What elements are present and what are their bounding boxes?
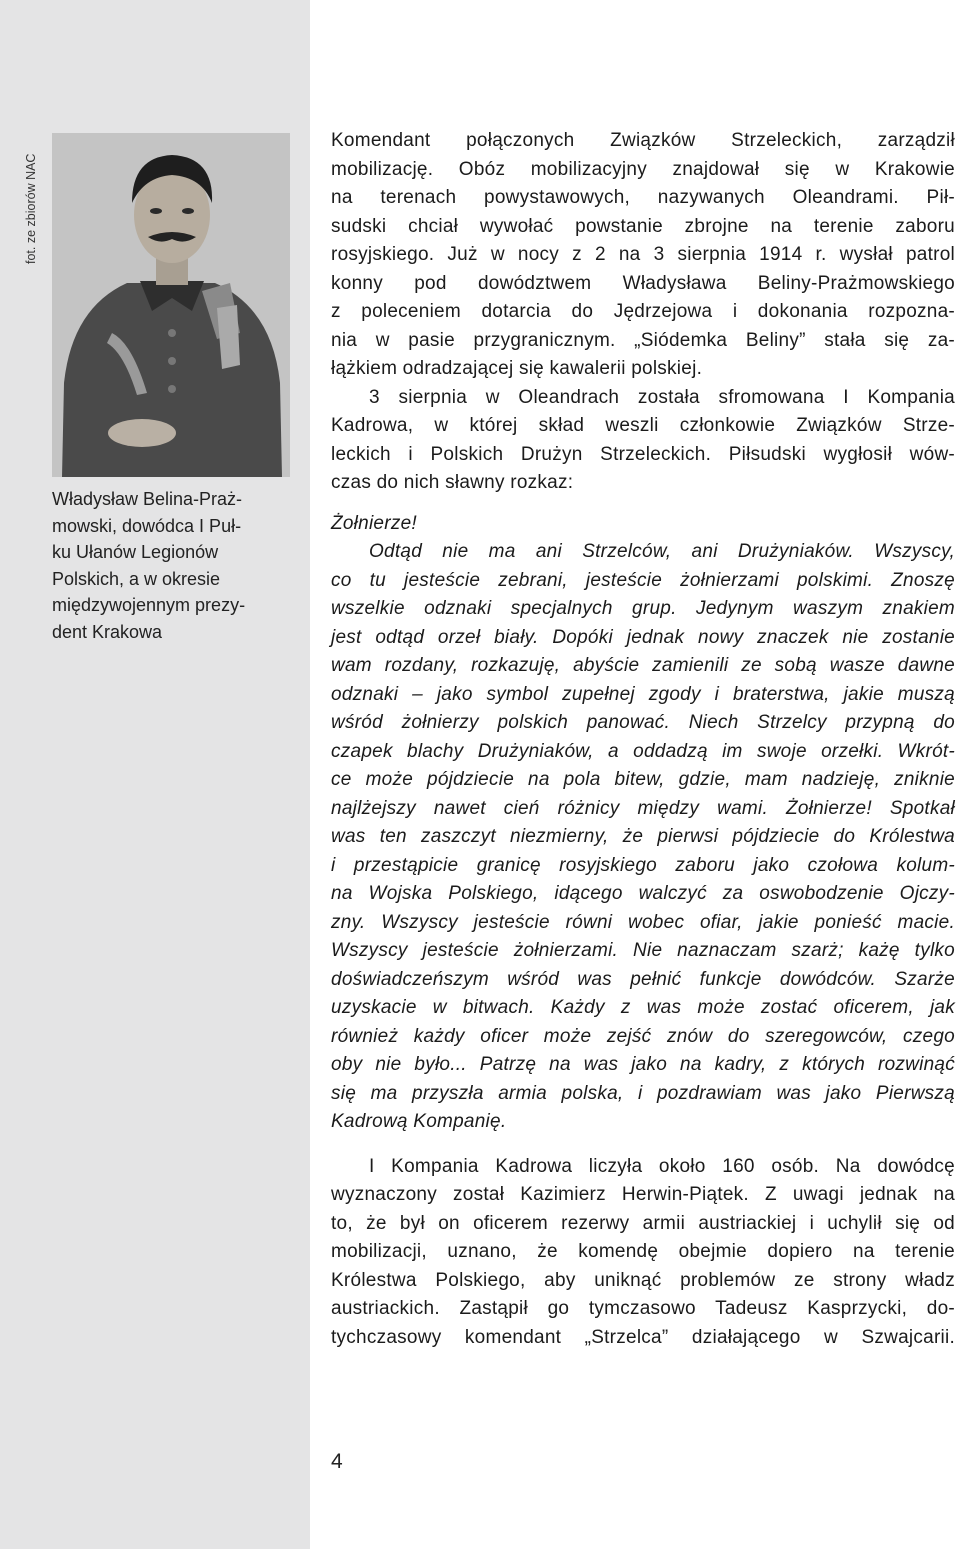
text-line: czas do nich sławny rozkaz: <box>331 472 574 493</box>
paragraph-3 <box>331 1153 955 1353</box>
quote-block <box>331 510 955 1137</box>
quote-line: odznaki – jako symbol zupełnej zgody i braterstwa, jakie muszą <box>331 683 955 705</box>
text-line: rosyjskiego. Już w nocy z 2 na 3 sierpnia 1914 r. wysłał patrol <box>331 244 955 265</box>
quote-line: Wszyscy jesteście żołnierzami. Nie naznaczam szarż; każę tylko <box>331 940 955 961</box>
quote-line: również każdy oficer może zejść znów do szeregowców, czego <box>331 1025 955 1047</box>
portrait-photo <box>52 133 290 477</box>
quote-line: uzyskacie w bitwach. Każdy z was może zostać oficerem, jak <box>331 997 955 1018</box>
text-line: wyznaczony został Kazimierz Herwin-Piątek. Z uwagi jednak na <box>331 1184 955 1205</box>
quote-line: jest odtąd orzeł biały. Dopóki jednak nowy znaczek nie zostanie <box>331 626 955 648</box>
quote-line: Kadrową Kompanię. <box>331 1111 507 1132</box>
paragraph-2 <box>331 384 955 498</box>
text-line: łążkiem odradzającej się kawalerii polskiej. <box>331 358 703 379</box>
caption-line: mowski, dowódca I Puł- <box>52 515 242 536</box>
quote-line: doświadczeńszym wśród was pełnić funkcje dowódców. Szarże <box>331 968 955 990</box>
quote-heading: Żołnierze! <box>331 512 417 534</box>
text-line: austriackich. Zastąpił go tymczasowo Tadeusz Kasprzycki, do- <box>331 1298 955 1319</box>
quote-line: wam rozdany, rozkazuję, abyście zamienili ze sobą wasze dawne <box>331 655 955 676</box>
text-line: sudski chciał wywołać powstanie zbrojne na terenie zaboru <box>331 215 955 237</box>
caption-line: Władysław Belina-Praż- <box>52 489 243 509</box>
photo-credit: fot. ze zbiorów NAC <box>24 153 38 264</box>
caption-line: dent Krakowa <box>52 621 163 642</box>
text-line: mobilizacji, uznano, że komendę obejmie dopiero na terenie <box>331 1241 955 1262</box>
quote-line: i przestąpicie granicę rosyjskiego zaboru jako czołowa kolum- <box>331 854 955 876</box>
photo-caption <box>52 486 292 645</box>
quote-line: ce może pójdziecie na pola bitew, gdzie, mam nadzieję, zniknie <box>331 769 955 790</box>
quote-line: co tu jesteście zebrani, jesteście żołnierzami polskimi. Znoszę <box>331 569 955 591</box>
quote-line: Odtąd nie ma ani Strzelców, ani Drużyniaków. Wszyscy, <box>369 541 955 562</box>
text-line: na terenach powystawowych, nazywanych Oleandrami. Pił- <box>331 187 955 208</box>
caption-line: ku Ułanów Legionów <box>52 542 219 562</box>
caption-line: Polskich, a w okresie <box>52 568 221 589</box>
text-line: Królestwa Polskiego, aby uniknąć problemów ze strony władz <box>331 1269 955 1291</box>
text-line: nia w pasie przygranicznym. „Siódemka Beliny” stała się za- <box>331 329 955 351</box>
quote-line: czapek blachy Drużyniaków, a oddadzą im swoje orzełki. Wkrót- <box>331 740 955 762</box>
sidebar <box>0 0 310 1549</box>
quote-line: wszelkie odznaki specjalnych grup. Jedynym waszym znakiem <box>331 598 955 619</box>
quote-line: się ma przyszła armia polska, i pozdrawiam was jako Pierwszą <box>331 1082 955 1104</box>
paragraph-1 <box>331 127 955 384</box>
text-line: Kadrowa, w której skład weszli członkowie Związków Strze- <box>331 415 955 436</box>
page-number: 4 <box>331 1450 343 1473</box>
text-line: z poleceniem dotarcia do Jędrzejowa i dokonania rozpozna- <box>331 301 955 322</box>
quote-line: oby nie było... Patrzę na was jako na kadry, z których rozwinąć <box>331 1054 955 1075</box>
text-line: I Kompania Kadrowa liczyła około 160 osób. Na dowódcę <box>369 1155 955 1177</box>
text-line: Komendant połączonych Związków Strzeleckich, zarządził <box>331 130 955 151</box>
text-line: 3 sierpnia w Oleandrach została sfromowana I Kompania <box>369 386 955 408</box>
text-line: leckich i Polskich Drużyn Strzeleckich. Piłsudski wygłosił wów- <box>331 443 955 465</box>
text-line: tychczasowy komendant „Strzelca” działającego w Szwajcarii. <box>331 1326 955 1348</box>
quote-line: wśród żołnierzy polskich panować. Niech Strzelcy przypną do <box>331 712 955 733</box>
quote-line: was ten zaszczyt niezmierny, że pierwsi pójdziecie do Królestwa <box>331 826 955 847</box>
quote-line: na Wojska Polskiego, idącego walczyć za oswobodzenie Ojczy- <box>331 883 955 904</box>
caption-line: międzywojennym prezy- <box>52 595 246 615</box>
main-text <box>331 127 955 1352</box>
text-line: mobilizację. Obóz mobilizacyjny znajdował się w Krakowie <box>331 158 955 180</box>
quote-line: zny. Wszyscy jesteście równi wobec ofiar, jakie ponieść macie. <box>331 911 955 933</box>
text-line: to, że był on oficerem rezerwy armii austriackiej i uchylił się od <box>331 1212 955 1234</box>
text-line: konny pod dowództwem Władysława Beliny-Prażmowskiego <box>331 272 955 294</box>
quote-line: najlżejszy nawet cień różnicy między wami. Żołnierze! Spotkał <box>331 797 955 819</box>
